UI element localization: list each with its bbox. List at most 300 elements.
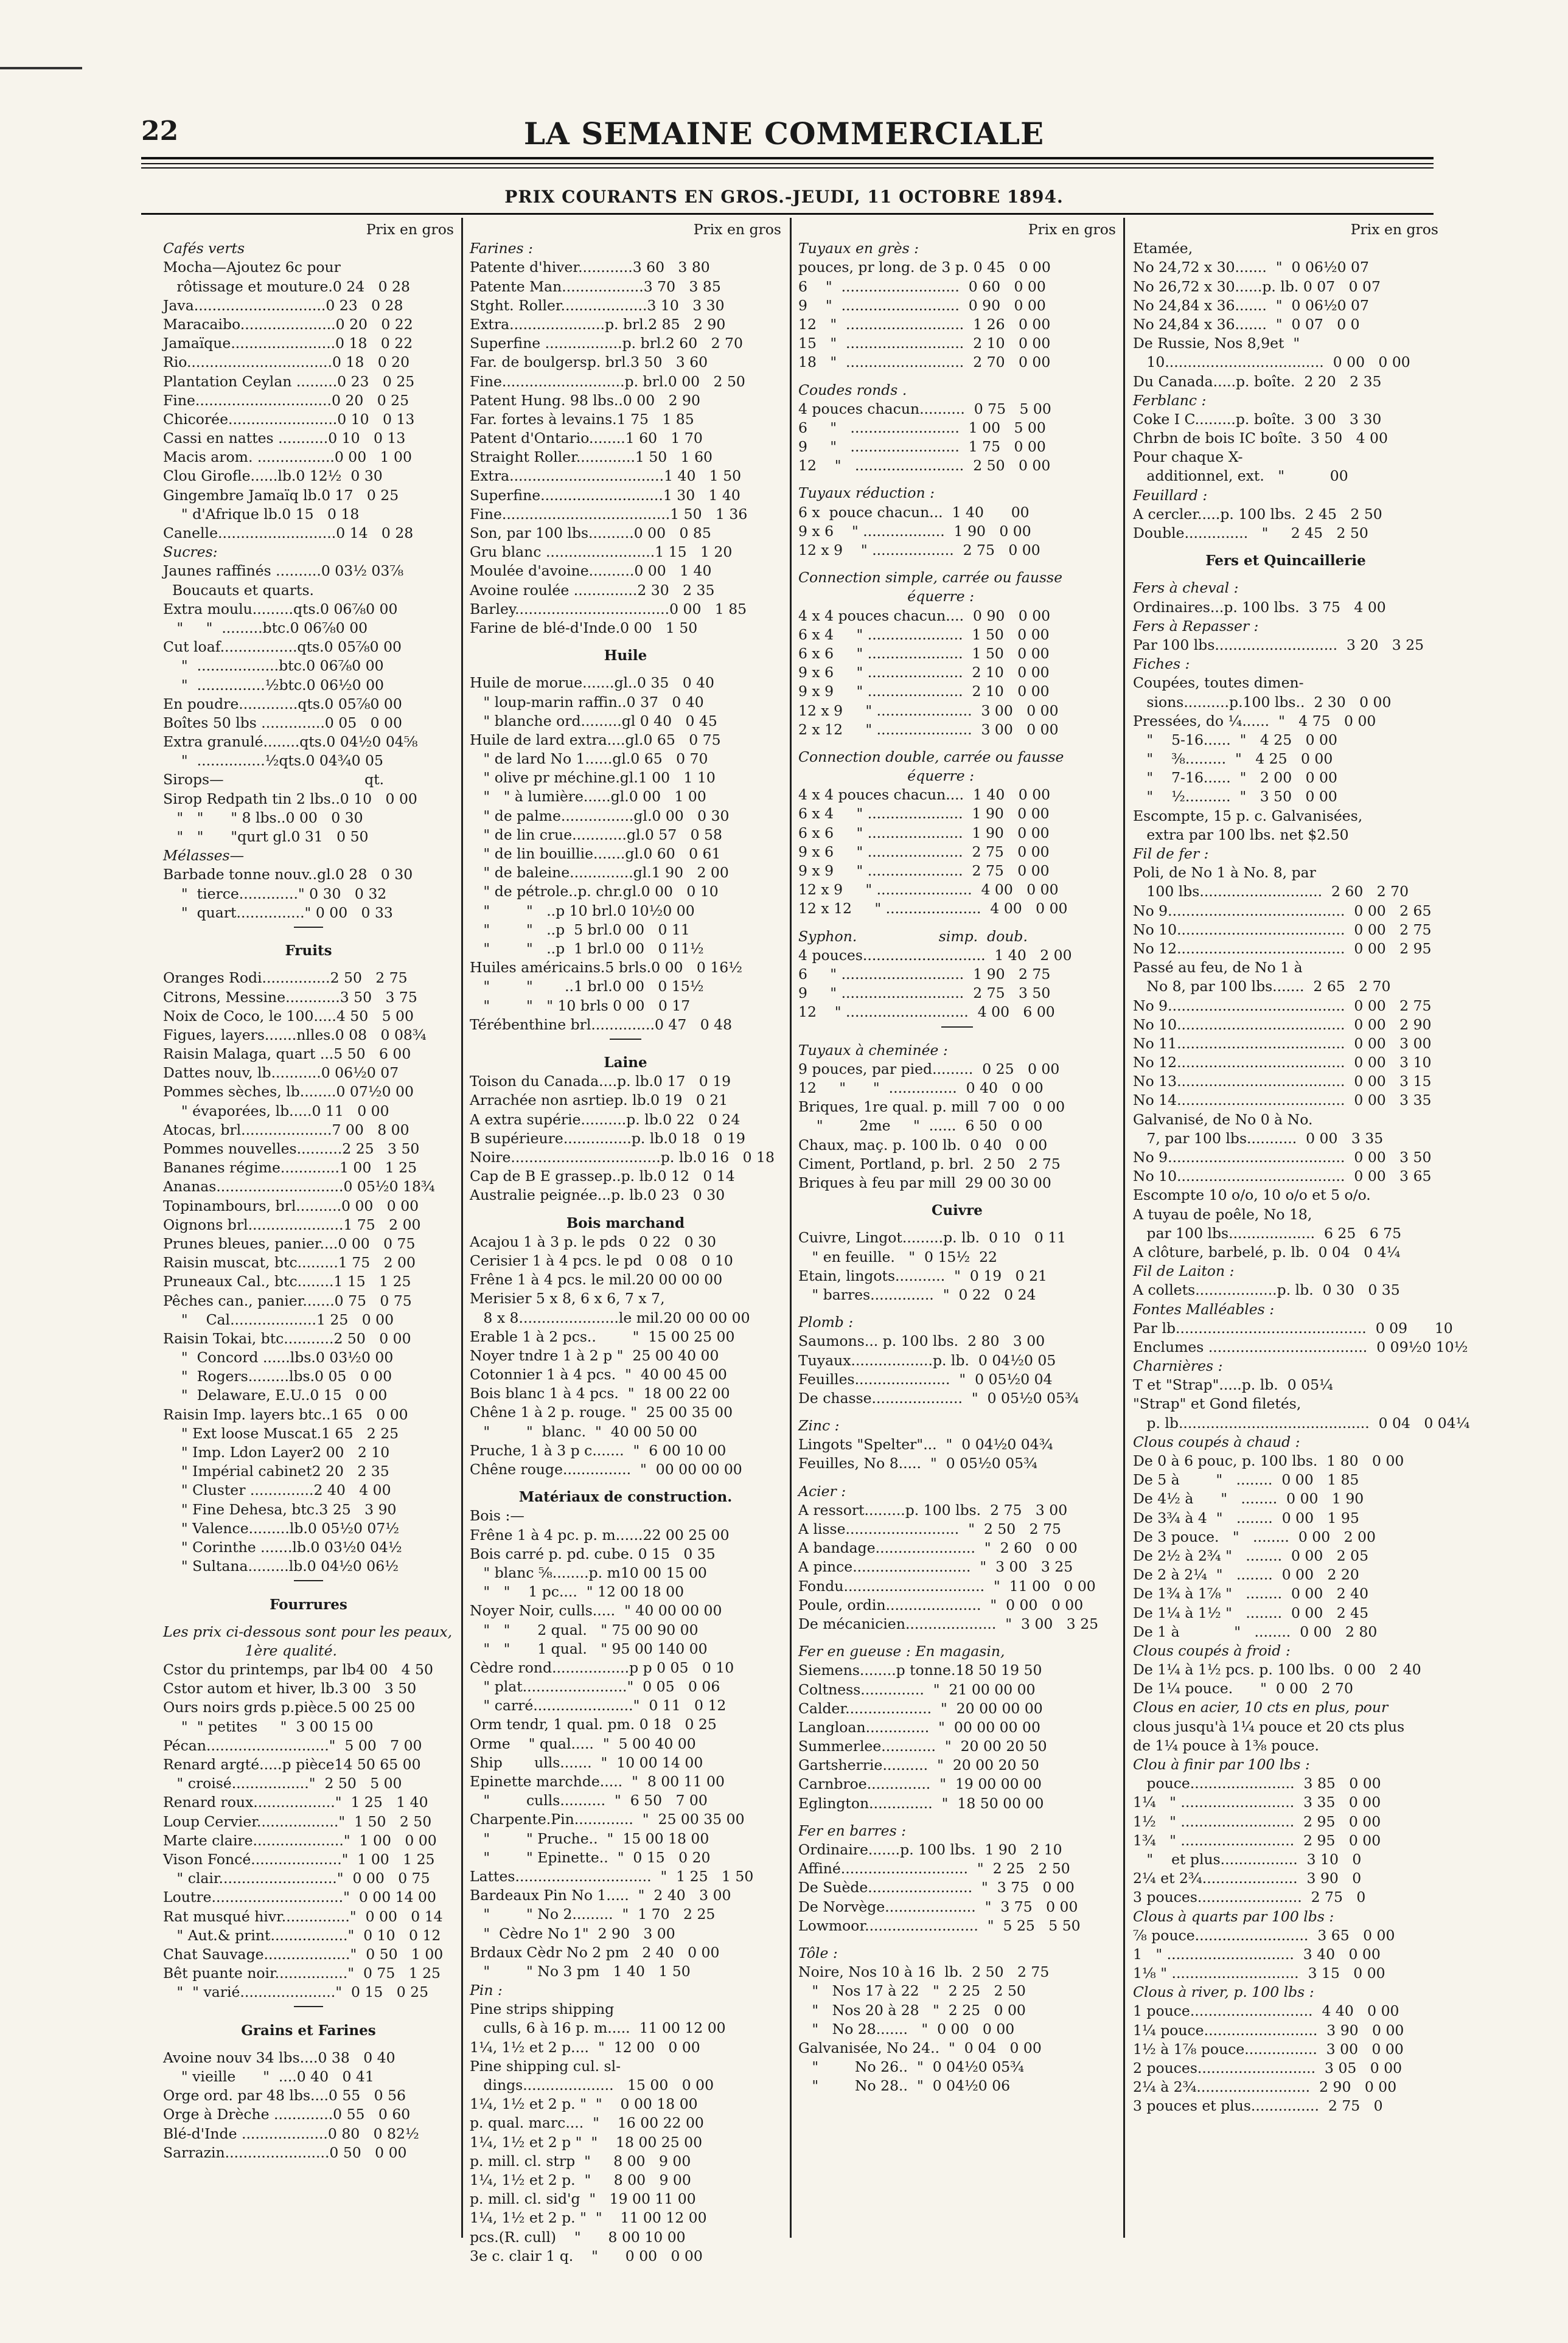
price-line: p. mill. cl. sid'g " 19 00 11 00 [470, 2190, 696, 2208]
price-line: " Fine Dehesa, btc.3 25 3 90 [163, 1500, 397, 1518]
price-line: " olive pr méchine.gl.1 00 1 10 [470, 769, 716, 787]
price-line: " 7-16...... " 2 00 0 00 [1133, 769, 1337, 787]
section-divider [163, 1576, 454, 1595]
subsection-label: Tôle : [798, 1944, 838, 1962]
price-line: Bois carré p. pd. cube. 0 15 0 35 [470, 1545, 716, 1562]
price-line: Straight Roller.............1 50 1 60 [470, 448, 713, 466]
price-line: 4 pouces........................... 1 40 2 00 [798, 946, 1072, 964]
subsection-label: Fers à cheval : [1133, 579, 1239, 597]
price-line: No 9....................................... 0 00 2 65 [1133, 902, 1432, 919]
price-line: " " 1 pc.... " 12 00 18 00 [470, 1583, 685, 1601]
price-line: 100 lbs........................... 2 60 2 70 [1133, 883, 1409, 900]
price-line: Fondu............................... " 11 00 0 00 [798, 1577, 1096, 1595]
price-line: " " varié....................." 0 15 0 25 [163, 1983, 429, 2001]
price-line: De chasse.................... " 0 05½0 05¾ [798, 1389, 1079, 1407]
price-line: Pine strips shipping [470, 2000, 615, 2018]
price-line: Extra granulé........qts.0 04½0 04⅝ [163, 733, 418, 751]
price-line: " " " 8 lbs..0 00 0 30 [163, 809, 363, 826]
price-line [798, 1474, 1116, 1482]
price-line: Boîtes 50 lbs ..............0 05 0 00 [163, 714, 402, 731]
price-line: 2 x 12 " ..................... 3 00 0 00 [798, 720, 1059, 738]
price-line: Java.............................0 23 0 28 [163, 296, 403, 314]
price-line: Raisin muscat, btc.........1 75 2 00 [163, 1254, 416, 1272]
price-line: Saumons... p. 100 lbs. 2 80 3 00 [798, 1332, 1045, 1350]
publication-title: LA SEMAINE COMMERCIALE [523, 116, 1045, 151]
price-line [163, 1614, 454, 1623]
price-line: 1¼ " ......................... 3 35 0 00 [1133, 1794, 1381, 1811]
price-line: A extra supérie..........p. lb.0 22 0 24 [470, 1110, 740, 1128]
price-line [798, 1634, 1116, 1642]
price-line: Raisin Malaga, quart ...5 50 6 00 [163, 1045, 411, 1063]
price-line: Australie peignée...p. lb.0 23 0 30 [470, 1186, 725, 1204]
price-line: 9 x 9 " ..................... 2 10 0 00 [798, 683, 1050, 700]
price-line: " No 26.. " 0 04½0 05¾ [798, 2058, 1024, 2076]
price-line: " " ..1 brl.0 00 0 15½ [470, 978, 704, 995]
price-line: Raisin Imp. layers btc..1 65 0 00 [163, 1405, 408, 1423]
price-line: " en feuille. " 0 15½ 22 [798, 1248, 997, 1265]
price-line: Mocha—Ajoutez 6c pour [163, 259, 341, 276]
price-line: " de pétrole..p. chr.gl.0 00 0 10 [470, 883, 719, 900]
subsection-label: Fil de Laiton : [1133, 1262, 1235, 1280]
price-line: 1¼, 1½ et 2 p.... " 12 00 0 00 [470, 2038, 700, 2056]
price-line: A clôture, barbelé, p. lb. 0 04 0 4¼ [1133, 1243, 1401, 1261]
subsection-label: Connection simple, carrée ou fausse [798, 569, 1062, 587]
price-line: Loup Cervier.................." 1 50 2 50 [163, 1812, 432, 1830]
price-line [798, 560, 1116, 568]
price-line: 2¼ et 2¾..................... 3 90 0 [1133, 1870, 1362, 1887]
subsection-label: Farines : [470, 240, 533, 257]
price-line: A pince.......................... " 3 00 3 25 [798, 1558, 1073, 1576]
subsection-label: Charnières : [1133, 1357, 1223, 1375]
price-line: Pressées, do ¼...... " 4 75 0 00 [1133, 712, 1376, 729]
price-line: p. mill. cl. strp " 8 00 9 00 [470, 2152, 691, 2170]
price-line: Calder................... " 20 00 00 00 [798, 1699, 1043, 1717]
subsection-label: Plomb : [798, 1314, 854, 1331]
section-heading: Fourrures [270, 1596, 347, 1613]
price-line: Poli, de No 1 à No. 8, par [1133, 864, 1316, 882]
price-line: par 100 lbs................... 6 25 6 75 [1133, 1224, 1402, 1242]
page-corner-mark [0, 67, 82, 69]
price-line: 9 x 6 " ..................... 2 10 0 00 [798, 664, 1050, 681]
price-line: Par 100 lbs........................... 3 20 3 25 [1133, 636, 1424, 653]
price-line: 1 pouce........................... 4 40 0 00 [1133, 2002, 1399, 2020]
price-line: 15 " .......................... 2 10 0 00 [798, 335, 1051, 352]
price-line [1133, 543, 1438, 551]
price-line: Maracaibo.....................0 20 0 22 [163, 315, 413, 333]
price-line: Passé au feu, de No 1 à [1133, 959, 1303, 977]
price-line: Topinambours, brl..........0 00 0 00 [163, 1197, 419, 1214]
price-line: Stght. Roller...................3 10 3 30 [470, 296, 725, 314]
price-line: Rio................................0 18 0 20 [163, 353, 410, 371]
price-line: Far. de boulgersp. brl.3 50 3 60 [470, 353, 708, 371]
price-line: Orm tendr, 1 qual. pm. 0 18 0 25 [470, 1716, 717, 1733]
price-line: 9 " .......................... 0 90 0 00 [798, 296, 1046, 314]
price-line: Chêne 1 à 2 p. rouge. " 25 00 35 00 [470, 1404, 733, 1421]
price-line: Coke I C.........p. boîte. 3 00 3 30 [1133, 410, 1382, 428]
price-line: Citrons, Messine............3 50 3 75 [163, 988, 417, 1006]
price-line [163, 960, 454, 969]
price-line: Renard roux.................." 1 25 1 40 [163, 1794, 428, 1811]
price-line: De 4½ à " ........ 0 00 1 90 [1133, 1490, 1364, 1508]
price-line: Escompte 10 o/o, 10 o/o et 5 o/o. [1133, 1186, 1371, 1204]
price-line: " ..................btc.0 06⅞0 00 [163, 657, 384, 675]
price-line: Noyer tndre 1 à 2 p " 25 00 40 00 [470, 1346, 719, 1364]
price-line: 4 pouces chacun.......... 0 75 5 00 [798, 400, 1051, 417]
price-line [470, 1205, 781, 1214]
price-line: No 24,84 x 36....... " 0 06½0 07 [1133, 296, 1369, 314]
price-line: 1¼, 1½ et 2 p. " 8 00 9 00 [470, 2171, 691, 2188]
price-line: " Delaware, E.U..0 15 0 00 [163, 1387, 388, 1404]
subsection-label: Acier : [798, 1482, 846, 1500]
price-line: Cstor du printemps, par lb4 00 4 50 [163, 1661, 433, 1679]
price-line: Chrbn de bois IC boîte. 3 50 4 00 [1133, 430, 1388, 447]
price-line: 2 pouces.......................... 3 05 0 00 [1133, 2059, 1402, 2077]
price-line: Summerlee............ " 20 00 20 50 [798, 1738, 1047, 1755]
price-line: No 10..................................... 0 00 2 90 [1133, 1015, 1432, 1033]
price-line: Coltness.............. " 21 00 00 00 [798, 1680, 1036, 1698]
price-line: " Rogers.........lbs.0 05 0 00 [163, 1368, 392, 1385]
price-line: Jaunes raffinés ..........0 03½ 03⅞ [163, 562, 404, 580]
price-line: Gingembre Jamaïq lb.0 17 0 25 [163, 486, 399, 504]
price-line: " et plus................. 3 10 0 [1133, 1850, 1362, 1868]
section-heading: Bois marchand [566, 1214, 685, 1231]
price-line: No 14..................................... 0 00 3 35 [1133, 1091, 1432, 1109]
price-line: Huiles américains.5 brls.0 00 0 16½ [470, 959, 742, 977]
price-line: Chicorée........................0 10 0 13 [163, 410, 415, 428]
price-line: Briques à feu par mill 29 00 30 00 [798, 1174, 1051, 1191]
price-line [470, 1479, 781, 1488]
price-line: Galvanisée, No 24.. " 0 04 0 00 [798, 2039, 1042, 2056]
price-line: culls, 6 à 16 p. m..... 11 00 12 00 [470, 2019, 726, 2037]
price-line: p. qual. marc.... " 16 00 22 00 [470, 2114, 704, 2132]
price-line: Cstor autom et hiver, lb.3 00 3 50 [163, 1680, 417, 1697]
price-line: No 10..................................... 0 00 2 75 [1133, 921, 1432, 938]
price-line: No 9....................................... 0 00 2 75 [1133, 997, 1432, 1014]
price-line: Barbade tonne nouv..gl.0 28 0 30 [163, 866, 413, 883]
price-line [798, 1192, 1116, 1201]
price-line: 9 x 9 " ..................... 2 75 0 00 [798, 862, 1050, 879]
price-line: " " No 3 pm 1 40 1 50 [470, 1962, 691, 1980]
price-line: Pine shipping cul. sl- [470, 2057, 621, 2075]
price-line: " blanche ord.........gl 0 40 0 45 [470, 712, 717, 729]
price-line: Atocas, brl....................7 00 8 00 [163, 1121, 409, 1138]
price-line: Fine..............................0 20 0 25 [163, 391, 409, 409]
price-line [163, 2040, 454, 2049]
price-line: 6 " .......................... 0 60 0 00 [798, 277, 1046, 295]
price-line: Avoine nouv 34 lbs....0 38 0 40 [163, 2049, 395, 2066]
price-line: " blanc ⅝........p. m10 00 15 00 [470, 1564, 707, 1581]
price-line: No 13..................................... 0 00 3 15 [1133, 1073, 1432, 1090]
price-line: de 1¼ pouce à 1⅜ pouce. [1133, 1736, 1320, 1754]
price-line: De 3¾ à 4 " ........ 0 00 1 95 [1133, 1509, 1359, 1527]
price-line: Briques, 1re qual. p. mill 7 00 0 00 [798, 1098, 1065, 1116]
price-line: Escompte, 15 p. c. Galvanisées, [1133, 807, 1363, 824]
price-line: " Nos 20 à 28 " 2 25 0 00 [798, 2001, 1026, 2019]
price-line: Boucauts et quarts. [163, 581, 314, 599]
price-line: Patent d'Ontario........1 60 1 70 [470, 430, 703, 447]
price-line: Extra.....................p. brl.2 85 2 90 [470, 315, 726, 333]
price-line: Noire.................................p. lb.0 16 0 18 [470, 1149, 775, 1166]
price-line: Fine.....................................1 50 1 36 [470, 505, 748, 523]
price-line: " Concord ......lbs.0 03½0 00 [163, 1349, 394, 1366]
price-line: Moulée d'avoine..........0 00 1 40 [470, 562, 712, 580]
price-line: Toison du Canada....p. lb.0 17 0 19 [470, 1073, 731, 1090]
price-line: " Aut.& print................." 0 10 0 12 [163, 1926, 441, 1944]
price-line [798, 1935, 1116, 1944]
price-line: Pruche, 1 à 3 p c....... " 6 00 10 00 [470, 1441, 727, 1459]
price-line: " " 1 qual. " 95 00 140 00 [470, 1640, 708, 1657]
subsection-label: Tuyaux à cheminée : [798, 1041, 948, 1059]
price-line: En poudre.............qts.0 05⅞0 00 [163, 695, 402, 712]
price-line: De Norvège.................... " 3 75 0 00 [798, 1898, 1078, 1915]
price-line: Bois :— [470, 1507, 524, 1525]
price-line: Cotonnier 1 à 4 pcs. " 40 00 45 00 [470, 1366, 727, 1384]
price-line: Eglington.............. " 18 50 00 00 [798, 1794, 1044, 1812]
subsection-label: équerre : [798, 767, 975, 785]
price-line: " Corinthe .......lb.0 03½0 04½ [163, 1538, 402, 1556]
price-line: Enclumes ................................... 0 09½0 10½ [1133, 1338, 1468, 1356]
price-line: " " No 2......... " 1 70 2 25 [470, 1906, 716, 1923]
price-line: 6 " ........................ 1 00 5 00 [798, 419, 1046, 436]
price-line: Huile de morue.......gl..0 35 0 40 [470, 674, 715, 692]
price-line [1133, 570, 1438, 579]
price-line: Pêches can., panier.......0 75 0 75 [163, 1292, 412, 1309]
subsection-label: Les prix ci-dessous sont pour les peaux, [163, 1623, 453, 1640]
subsection-label: Fiches : [1133, 655, 1190, 673]
price-line: 1½ " ......................... 2 95 0 00 [1133, 1812, 1381, 1830]
price-line: " d'Afrique lb.0 15 0 18 [163, 505, 360, 523]
price-line [798, 372, 1116, 381]
price-line: Lingots "Spelter"... " 0 04½0 04¾ [798, 1436, 1053, 1453]
price-line: Noyer Noir, culls..... " 40 00 00 00 [470, 1602, 722, 1620]
price-line: A ressort.........p. 100 lbs. 2 75 3 00 [798, 1501, 1068, 1519]
price-line: Prix en gros [1350, 221, 1438, 238]
price-line: Pruneaux Cal., btc........1 15 1 25 [163, 1273, 411, 1290]
price-line: Vison Foncé...................." 1 00 1 25 [163, 1850, 435, 1868]
price-line: Noix de Coco, le 100.....4 50 5 00 [163, 1007, 414, 1025]
price-line: Sarrazin.......................0 50 0 00 [163, 2143, 407, 2161]
price-line: " " petites " 3 00 15 00 [163, 1718, 374, 1735]
price-line: " Sultana.........lb.0 04½0 06½ [163, 1558, 399, 1575]
price-line: Frêne 1 à 4 pcs. le mil.20 00 00 00 [470, 1271, 723, 1289]
price-line [798, 1304, 1116, 1313]
price-line: Clou Girofle......lb.0 12½ 0 30 [163, 467, 383, 485]
price-line: B supérieure...............p. lb.0 18 0 19 [470, 1129, 745, 1147]
price-line: Macis arom. .................0 00 1 00 [163, 448, 412, 466]
price-line: De 2 à 2¼ " ........ 0 00 2 20 [1133, 1566, 1359, 1584]
price-line: Arrachée non asrtiep. lb.0 19 0 21 [470, 1091, 728, 1109]
price-line: Figues, layers.......nlles.0 08 0 08¾ [163, 1026, 427, 1043]
price-line: Jamaïque.......................0 18 0 22 [163, 335, 413, 352]
price-column-4 [1133, 220, 1470, 2116]
price-line: " de lin bouillie.......gl.0 60 0 61 [470, 845, 721, 862]
price-line: " de lin crue............gl.0 57 0 58 [470, 826, 722, 843]
price-line: Charpente.Pin............. " 25 00 35 00 [470, 1811, 745, 1828]
price-line: " No 28....... " 0 00 0 00 [798, 2020, 1015, 2038]
price-line: Gru blanc ........................1 15 1 20 [470, 543, 733, 561]
price-line: " de baleine..............gl.1 90 2 00 [470, 864, 729, 882]
price-line: Frêne 1 à 4 pc. p. m......22 00 25 00 [470, 1526, 730, 1544]
price-line: ⅞ pouce......................... 3 65 0 00 [1133, 1926, 1395, 1944]
price-line: " barres.............. " 0 22 0 24 [798, 1286, 1036, 1303]
subsection-label: Syphon. simp. doub. [798, 927, 1028, 945]
price-line [798, 1408, 1116, 1416]
price-line: additionnel, ext. " 00 [1133, 467, 1348, 485]
price-line: 1¼, 1½ et 2 p. " " 0 00 18 00 [470, 2095, 698, 2113]
price-line: Lowmoor......................... " 5 25 5 50 [798, 1917, 1081, 1934]
price-line: Loutre............................." 0 00 14 00 [163, 1889, 436, 1906]
price-line: 12 " ........................... 4 00 6 00 [798, 1003, 1055, 1021]
subsection-label: Pin : [470, 1982, 503, 1999]
price-line: A lisse......................... " 2 50 2 75 [798, 1520, 1061, 1537]
price-line: Cuivre, Lingot.........p. lb. 0 10 0 11 [798, 1229, 1067, 1247]
price-line: Dattes nouv, lb...........0 06½0 07 [163, 1064, 399, 1082]
price-line: " culls.......... " 6 50 7 00 [470, 1792, 708, 1809]
price-line: 6 " ........................... 1 90 2 75 [798, 965, 1051, 983]
price-line: Huile de lard extra....gl.0 65 0 75 [470, 731, 721, 748]
price-line: Marte claire...................." 1 00 0 00 [163, 1831, 437, 1849]
price-list-title: PRIX COURANTS EN GROS.-JEUDI, 11 OCTOBRE 1894. [504, 187, 1064, 207]
price-line: 9 x 6 " .................. 1 90 0 00 [798, 522, 1031, 540]
price-line: " carré......................" 0 11 0 12 [470, 1697, 727, 1715]
price-line: 12 x 9 " ..................... 4 00 0 00 [798, 881, 1059, 899]
price-line: No 8, par 100 lbs....... 2 65 2 70 [1133, 978, 1391, 995]
price-line: Superfine .................p. brl.2 60 2 70 [470, 335, 743, 352]
price-line: Cassi en nattes ...........0 10 0 13 [163, 430, 406, 447]
subsection-label: Tuyaux en grès : [798, 240, 919, 257]
price-line: " ⅜......... " 4 25 0 00 [1133, 750, 1333, 768]
price-column-2 [470, 220, 781, 2266]
price-line: 6 x 6 " ..................... 1 50 0 00 [798, 644, 1050, 662]
price-line [798, 1813, 1116, 1822]
price-line: Patente d'hiver............3 60 3 80 [470, 259, 710, 276]
price-line: 1½ à 1⅞ pouce................ 3 00 0 00 [1133, 2040, 1404, 2058]
price-line: 1 " ............................ 3 40 0 00 [1133, 1945, 1381, 1963]
price-line: Prix en gros [693, 221, 781, 238]
price-line: " Impérial cabinet2 20 2 35 [163, 1463, 389, 1480]
price-line: 1¾ " ......................... 2 95 0 00 [1133, 1831, 1381, 1849]
price-line: Renard argté.....p pièce14 50 65 00 [163, 1756, 421, 1773]
price-line: " ...............½btc.0 06½0 00 [163, 676, 384, 694]
price-line: Tuyaux..................p. lb. 0 04½0 05 [798, 1351, 1056, 1369]
price-line: Merisier 5 x 8, 6 x 6, 7 x 7, [470, 1290, 665, 1307]
price-line: Orge ord. par 48 lbs....0 55 0 56 [163, 2087, 406, 2105]
price-line: Galvanisé, de No 0 à No. [1133, 1110, 1313, 1128]
column-divider [1123, 218, 1125, 2238]
price-line: Plantation Ceylan .........0 23 0 25 [163, 372, 415, 390]
price-line: A collets..................p. lb. 0 30 0 35 [1133, 1281, 1400, 1299]
price-line: " tierce............." 0 30 0 32 [163, 885, 387, 902]
header-rule [141, 167, 1434, 169]
price-line [798, 475, 1116, 484]
price-line: 12 x 12 " ..................... 4 00 0 00 [798, 900, 1068, 917]
price-line [798, 919, 1116, 927]
price-line: No 12..................................... 0 00 3 10 [1133, 1054, 1432, 1071]
price-line: Rat musqué hivr..............." 0 00 0 14 [163, 1907, 443, 1925]
price-line: Oranges Rodi...............2 50 2 75 [163, 969, 408, 987]
subsection-label: Sucres: [163, 543, 218, 561]
price-line: Carnbroe.............. " 19 00 00 00 [798, 1775, 1042, 1793]
price-line [470, 638, 781, 646]
section-heading: Fruits [285, 942, 332, 959]
price-line: Son, par 100 lbs..........0 00 0 85 [470, 524, 711, 541]
price-line: Avoine roulée ..............2 30 2 35 [470, 581, 715, 599]
price-line: 9 pouces, par pied......... 0 25 0 00 [798, 1060, 1060, 1078]
price-line: Pommes nouvelles..........2 25 3 50 [163, 1140, 420, 1157]
price-line: Prunes bleues, panier....0 00 0 75 [163, 1234, 416, 1252]
subsection-label: 1ère qualité. [163, 1641, 337, 1659]
price-line: Bêt puante noir................" 0 75 1 25 [163, 1965, 441, 1982]
price-line: Feuilles..................... " 0 05½0 04 [798, 1370, 1053, 1388]
price-line: " " .........btc.0 06⅞0 00 [163, 619, 368, 636]
price-line: " clair.........................." 0 00 0 75 [163, 1870, 430, 1887]
price-line: 9 " ........................... 2 75 3 50 [798, 984, 1051, 1002]
price-line: A bandage...................... " 2 60 0 00 [798, 1539, 1078, 1557]
price-line: A cercler.....p. 100 lbs. 2 45 2 50 [1133, 505, 1382, 523]
price-line: Langloan.............. " 00 00 00 00 [798, 1718, 1040, 1736]
price-line: Pour chaque X- [1133, 448, 1243, 466]
price-line: Double.............. " 2 45 2 50 [1133, 524, 1368, 541]
price-line: Ours noirs grds p.pièce.5 00 25 00 [163, 1699, 416, 1716]
section-divider [798, 1022, 1116, 1041]
price-line: De 1¼ à 1½ " ........ 0 00 2 45 [1133, 1604, 1369, 1621]
price-line: " de lard No 1......gl.0 65 0 70 [470, 750, 708, 768]
subsection-label: Clous en acier, 10 cts en plus, pour [1133, 1699, 1389, 1716]
price-line: Cap de B E grassep..p. lb.0 12 0 14 [470, 1168, 735, 1185]
price-line: 10................................... 0 00 0 00 [1133, 353, 1410, 371]
price-line: Bois blanc 1 à 4 pcs. " 18 00 22 00 [470, 1385, 730, 1402]
price-line: De 1¼ à 1½ pcs. p. 100 lbs. 0 00 2 40 [1133, 1661, 1421, 1679]
price-line: Bananes régime.............1 00 1 25 [163, 1159, 417, 1177]
price-line: Etamée, [1133, 240, 1193, 257]
price-line: Ordinaires...p. 100 lbs. 3 75 4 00 [1133, 598, 1386, 616]
column-divider [790, 218, 792, 2238]
price-line: 3 pouces et plus............... 2 75 0 [1133, 2097, 1383, 2115]
price-line: Cut loaf.................qts.0 05⅞0 00 [163, 638, 402, 656]
price-line: 1⅛ " ............................ 3 15 0 00 [1133, 1965, 1385, 1982]
price-line: 9 " ........................ 1 75 0 00 [798, 438, 1046, 456]
price-line: " de palme................gl.0 00 0 30 [470, 807, 730, 824]
price-line [470, 665, 781, 674]
price-line: " ...............½qts.0 04¾0 05 [163, 752, 383, 770]
price-line: " Nos 17 à 22 " 2 25 2 50 [798, 1982, 1026, 2000]
price-line: A tuyau de poêle, No 18, [1133, 1205, 1312, 1223]
price-line: " " blanc. " 40 00 50 00 [470, 1422, 697, 1440]
section-heading: Huile [604, 647, 647, 664]
price-line: Chêne rouge............... " 00 00 00 00 [470, 1461, 742, 1478]
price-line: " croisé................." 2 50 5 00 [163, 1775, 402, 1792]
page-number: 22 [141, 116, 179, 147]
price-line: Ordinaire.......p. 100 lbs. 1 90 2 10 [798, 1841, 1062, 1858]
subsection-label: Fers à Repasser : [1133, 617, 1259, 635]
price-line: " No 28.. " 0 04½0 06 [798, 2077, 1011, 2095]
price-line: Erable 1 à 2 pcs.. " 15 00 25 00 [470, 1328, 735, 1345]
price-line: " " " 10 brls 0 00 0 17 [470, 997, 691, 1014]
price-line: Orme " qual..... " 5 00 40 00 [470, 1735, 696, 1752]
price-line: Gartsherrie.......... " 20 00 20 50 [798, 1756, 1039, 1774]
price-line: 6 x pouce chacun... 1 40 00 [798, 503, 1030, 521]
price-line: De 0 à 6 pouc, p. 100 lbs. 1 80 0 00 [1133, 1452, 1404, 1469]
header-rule [141, 157, 1434, 159]
price-line: 1¼, 1½ et 2 p. " " 11 00 12 00 [470, 2209, 707, 2227]
price-line: rôtissage et mouture.0 24 0 28 [163, 277, 410, 295]
subsection-label: équerre : [798, 588, 975, 605]
price-line: Térébenthine brl..............0 47 0 48 [470, 1015, 733, 1033]
section-divider [163, 2002, 454, 2021]
price-line: " Cal...................1 25 0 00 [163, 1311, 394, 1328]
price-line: 6 x 4 " ..................... 1 90 0 00 [798, 805, 1050, 823]
price-line: 12 " .......................... 1 26 0 00 [798, 315, 1051, 333]
